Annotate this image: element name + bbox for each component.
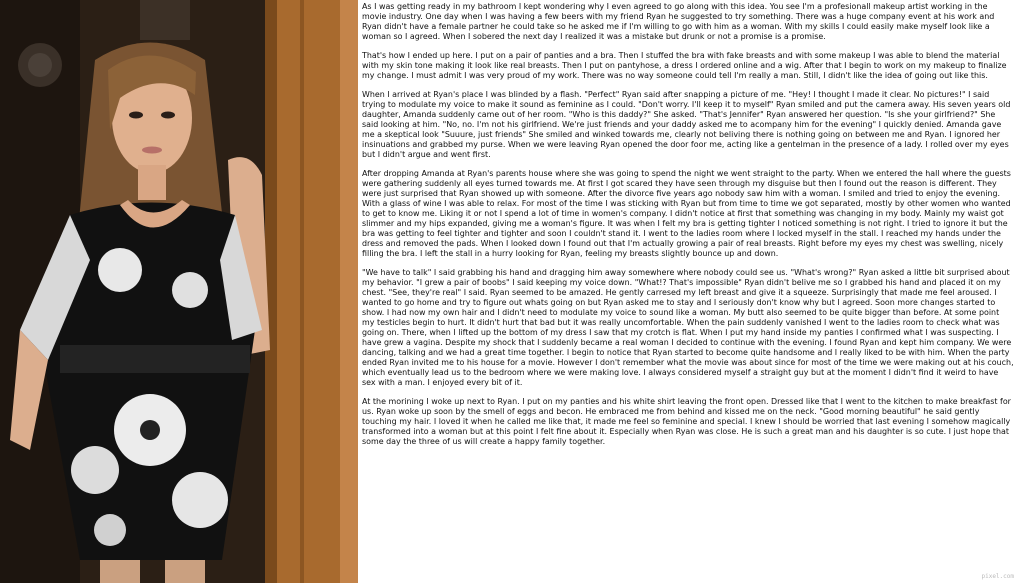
story-paragraph: When I arrived at Ryan's place I was blinded by a flash. "Perfect" Ryan said after snapping a picture of me. "Hey! I thought I made it clear. No pictures!" I said trying to modulate my voice to make it sound as feminine as I could. "Don't worry. I'll keep it to myself" Ryan smiled and put the camera away. His seven years old daughter, Amanda suddenly came out of her room. "Who is this daddy?" She asked. "That's Jennifer" Ryan answered her question. "Is she your girlfriend?" She said looking at him. "No, no. I'm not his girlfriend. We're just friends and your daddy asked me to acompany him for the evening" I quickly denied. Amanda gave me a skeptical look "Suuure, just friends" She smiled and winked towards me, clearly not beliving there is nothing going on between me and Ryan. I ignored her insinuations and grabbed my purse. When we were leaving Ryan opened the door foor me, acting like a gentelman in the presence of a lady. I rolled over my eyes but I didn't argue and went first.: [362, 90, 1011, 159]
story-paragraph: After dropping Amanda at Ryan's parents house where she was going to spend the night we went straight to the party. When we entered the hall where the guests were gathering suddenly all eyes turned towards me. At first I got scared they have seen through my disguise but then I found out the reason is different. They were just surprised that Ryan showed up with someone. After the divorce five years ago nobody saw him with a woman. I smiled and tried to enjoy the evening. With a glass of wine I was able to relax. For most of the time I was sticking with Ryan but from time to time we got separated, mostly by other women who wanted to get to know me. Liking it or not I spend a lot of time in women's company. I didn't notice at first that something was changing in my body. Mainly my waist got slimmer and my hips expanded, giving me a woman's figure. It was when I felt my bra is getting tighter I noticed something is not right. I tried to ignore it but the bra was getting to feel tighter and tighter and soon I couldn't stand it. I went to the ladies room where I locked myself in the stall. I reached my hands under the dress and removed the pads. When I looked down I found out that I'm actually growing a pair of real breasts. Right before my eyes my chest was swelling, nicely filling the bra. I left the stall in a hurry looking for Ryan, feeling my breasts slightly bounce up and down.: [362, 169, 1011, 258]
story-paragraph: As I was getting ready in my bathroom I kept wondering why I even agreed to go along with this idea. You see I'm a profesionall makeup artist working in the movie industry. One day when I was having a few beers with my friend Ryan he suggested to try something. There was a huge company event at his work and Ryan didn't have a female partner he could take so he asked me if I'm willing to go with him as a woman. With my skills I could easily make myself look like a woman so I agreed. When I sobered the next day I realized it was a mistake but drunk or not a promise is a promise.: [362, 2, 995, 41]
photo-illustration: [0, 0, 358, 583]
story-paragraph: "We have to talk" I said grabbing his hand and dragging him away somewhere where nobody could see us. "What's wrong?" Ryan asked a little bit surprised about my behavior. "I grew a pair of boobs" I said keeping my voice down. "What!? That's impossible" Ryan didn't belive me so I grabbed his hand and placed it on my chest. "See, they're real" I said. Ryan seemed to be amazed. He gently carresed my left breast and give it a squeeze. Surprisingly that made me feel aroused. I wanted to go home and try to figure out whats going on but Ryan asked me to stay and I seriously don't know why but I agreed. Soon more changes started to show. I had now my own hair and I didn't need to modulate my voice to sound like a woman. My butt also seemed to be quite bigger than before. At some point my testicles begin to hurt. It didn't hurt that bad but it was really uncomfortable. When the pain suddenly vanished I went to the ladies room to check what was going on. There, when I lifted up the bottom of my dress I saw that my crotch is flat. When I put my hand inside my panties I confirmed what I was suspecting. I have grew a vagina. Despite my shock that I suddenly became a real woman I decided to continue with the evening. I found Ryan and kept him company. We were dancing, talking and we had a great time together. I begin to notice that Ryan started to become quite handsome and I really liked to be with him. When the party ended Ryan invited me to his house for a movie. However I don't remember what the movie was about since for most of the time we were making out at his couch, which eventually lead us to the bedroom where we were making love. I always considered myself a straight guy but at the moment I didn't find it weird to have sex with a man. I enjoyed every bit of it.: [362, 268, 1014, 387]
story-paragraph: At the morining I woke up next to Ryan. I put on my panties and his white shirt leaving the front open. Dressed like that I went to the kitchen to make breakfast for us. Ryan woke up soon by the smell of eggs and becon. He embraced me from behind and kissed me on the neck. "Good morning beautiful" he said gently touching my hair. I loved it when he called me like that, it made me feel so feminine and special. I knew I should be worried that last evening I somehow magically transformed into a woman but at this point I felt fine about it. Especially when Ryan was close. He is such a great man and his daughter is so cute. I just hope that some day the three of us will create a happy family together.: [362, 397, 1011, 446]
story-text: [358, 0, 1020, 583]
photo-panel: [0, 0, 358, 583]
story-paragraph: That's how I ended up here. I put on a pair of panties and a bra. Then I stuffed the bra with fake breasts and with some makeup I was able to blend the material with my skin tone making it look like real breasts. Then I put on pantyhose, a dress I ordered online and a wig. After that I begin to work on my makeup to finalize my change. I must admit I was very proud of my work. There was no way someone could tell I'm really a man. Still, I didn't like the idea of going out like this.: [362, 51, 1007, 80]
photo-credit: pixel.com: [981, 573, 1014, 580]
